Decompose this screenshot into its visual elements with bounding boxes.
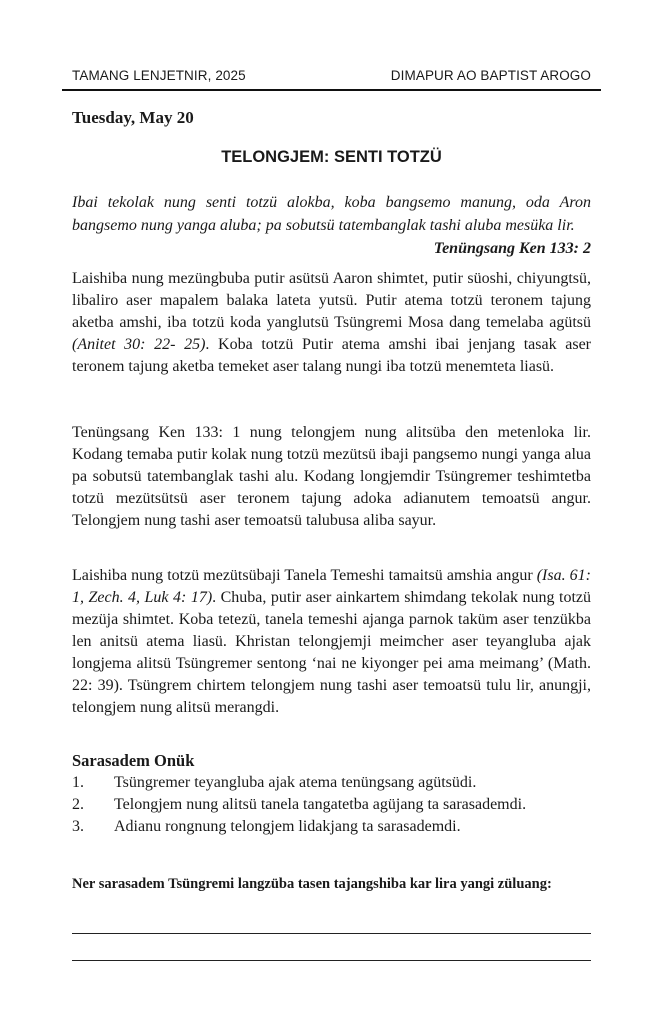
paragraph-1-text-b: . Koba totzü Putir atema amshi ibai jenjang tasak aser teronem tajung aketba temeket aser talang nungi iba totzü menemteta liasü. [72,336,591,375]
writing-line [72,933,591,934]
intro-text: Ibai tekolak nung senti totzü alokba, koba bangsemo manung, oda Aron bangsemo nung yanga aluba; pa sobutsü tatembanglak tashi aluba mesüka lir. [72,194,591,234]
list-item-number: 3. [72,818,84,835]
page-title: TELONGJEM: SENTI TOTZÜ [221,148,442,166]
intro-reference: Tenüngsang Ken 133: 2 [433,240,591,257]
running-header [72,68,591,83]
list-item-number: 1. [72,774,84,791]
paragraph-3-reference: (Isa. 61: 1, Zech. 4, Luk 4: 17) [72,567,591,606]
paragraph-2: Tenüngsang Ken 133: 1 nung telongjem nung alitsüba den metenloka lir. Kodang temaba putir kolak nung totzü mezütsü ibaji pangsemo nungi yanga alua pa sobutsü tatembanglak tashi alu. Kodang longjemdir Tsüngremer teshimtetba totzü mezütsütsü aser teronem tajung adoka adianutem temoatsü angur. Telongjem nung tashi aser temoatsü talubusa aliba sayur. [72,424,591,529]
closing-prompt: Ner sarasadem Tsüngremi langzüba tasen tajangshiba kar lira yangi züluang: [72,876,552,892]
list-item-text: Adianu rongnung telongjem lidakjang ta sarasademdi. [114,818,461,835]
paragraph-1-reference: (Anitet 30: 22- 25) [72,336,206,353]
sarasadem-list [72,772,591,838]
list-item-text: Tsüngremer teyangluba ajak atema tenüngsang agütsüdi. [114,774,477,791]
paragraph-1-text-a: Laishiba nung mezüngbuba putir asütsü Aaron shimtet, putir süoshi, chiyungtsü, libaliro aser mapalem balaka lateta yutsü. Putir atema totzü teronem tajung aketba amshi, iba totzü koda yanglutsü Tsüngremi Mosa dang temelaba agütsü [72,270,591,331]
paragraph-1 [72,268,591,378]
header-left: TAMANG LENJETNIR, 2025 [72,68,246,83]
list-item [72,772,591,794]
list-item-number: 2. [72,796,84,813]
intro-verse [72,191,591,260]
list-item-text: Telongjem nung alitsü tanela tangatetba agüjang ta sarasademdi. [114,796,527,813]
list-item [72,794,591,816]
header-rule [62,89,601,91]
paragraph-3-text-a: Laishiba nung totzü mezütsübaji Tanela Temeshi tamaitsü amshia angur [72,567,537,584]
date-heading: Tuesday, May 20 [72,108,194,127]
paragraph-3 [72,565,591,719]
list-item [72,816,591,838]
paragraph-3-text-b: . Chuba, putir aser ainkartem shimdang tekolak nung totzü mezüja shimtet. Koba tetezü, tanela temeshi ajanga parnok taküm aser tenzükba len anitsü atema liasü. Khristan telongjemji meimcher aser teyangluba ajak longjema alitsü Tsüngremer sentong ‘nai ne kiyonger pei ama meimang’ (Math. 22: 39). Tsüngrem chirtem telongjem nung tashi aser temoatsü tulu lir, anungji, telongjem nung alitsü merangdi. [72,589,591,716]
writing-line [72,960,591,961]
sarasadem-heading: Sarasadem Onük [72,751,195,770]
header-right: DIMAPUR AO BAPTIST AROGO [390,68,591,83]
